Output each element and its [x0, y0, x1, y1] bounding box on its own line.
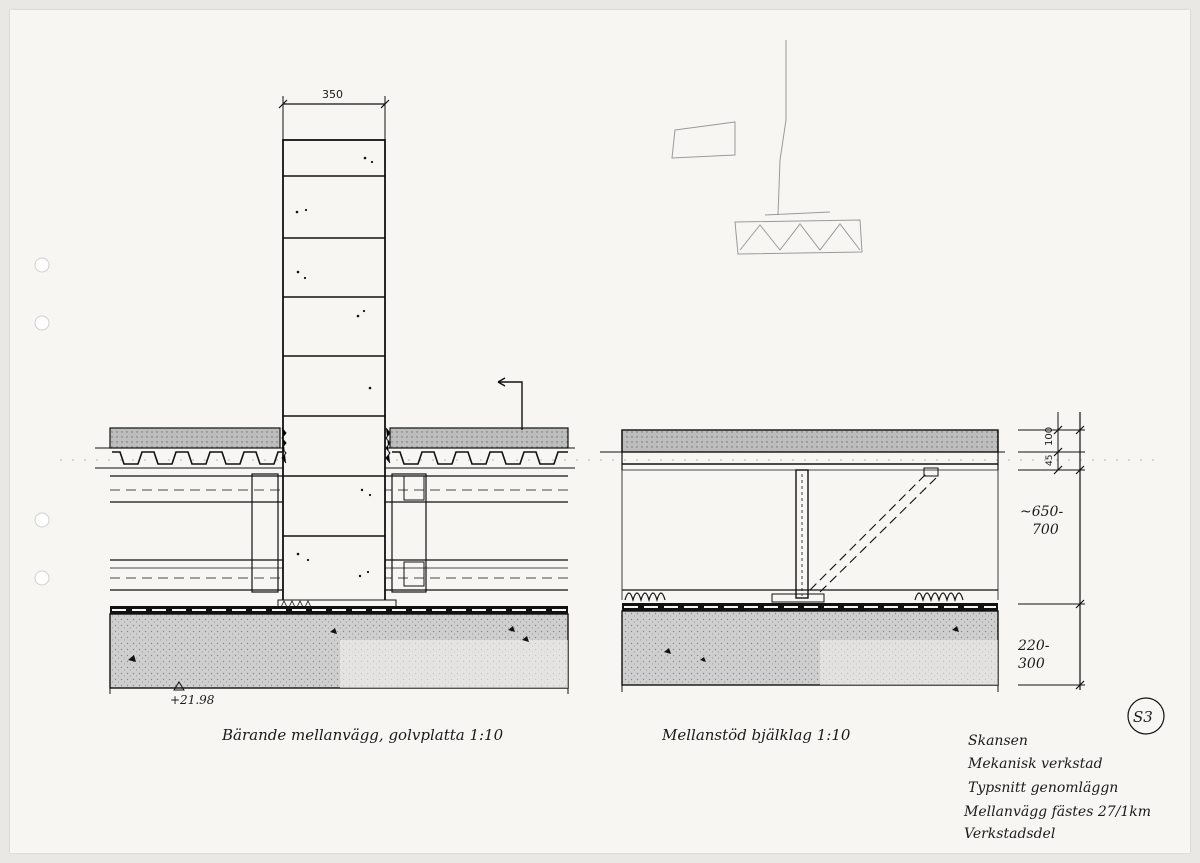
pencil-sketch [672, 40, 862, 254]
right-section-detail [600, 412, 1085, 692]
upper-slab [622, 430, 998, 452]
title-block [963, 733, 1151, 842]
level-mark: +21.98 [170, 693, 215, 707]
caption-left: Bärande mellanvägg, golvplatta 1:10 [222, 726, 504, 744]
title-line-5: Verkstadsdel [964, 826, 1056, 842]
title-line-3: Typsnitt genomläggn [968, 780, 1119, 796]
title-line-2: Mekanisk verkstad [968, 756, 1103, 772]
dim-220-300-a: 220- [1018, 638, 1050, 654]
upper-slab-right [390, 428, 568, 448]
dim-650-700-a: ~650- [1020, 504, 1064, 520]
deck-profile-right [392, 452, 568, 464]
bearing-wall [283, 140, 385, 602]
dim-100: 100 [1044, 426, 1055, 446]
upper-slab-left [110, 428, 280, 448]
dim-45: 45 [1045, 454, 1055, 466]
deck-profile-left [112, 452, 290, 464]
title-line-1: Skansen [968, 733, 1028, 749]
punch-holes [35, 258, 49, 585]
diagonal-brace [810, 472, 936, 592]
title-line-4: Mellanvägg fästes 27/1km [964, 804, 1152, 820]
wall-width-dimension: 350 [322, 88, 343, 101]
sheet-number: S3 [1133, 708, 1153, 726]
dim-220-300-b: 300 [1018, 656, 1045, 672]
dim-650-700-b: 700 [1032, 522, 1059, 538]
caption-right: Mellanstöd bjälklag 1:10 [662, 726, 851, 744]
left-section-detail [95, 96, 575, 694]
